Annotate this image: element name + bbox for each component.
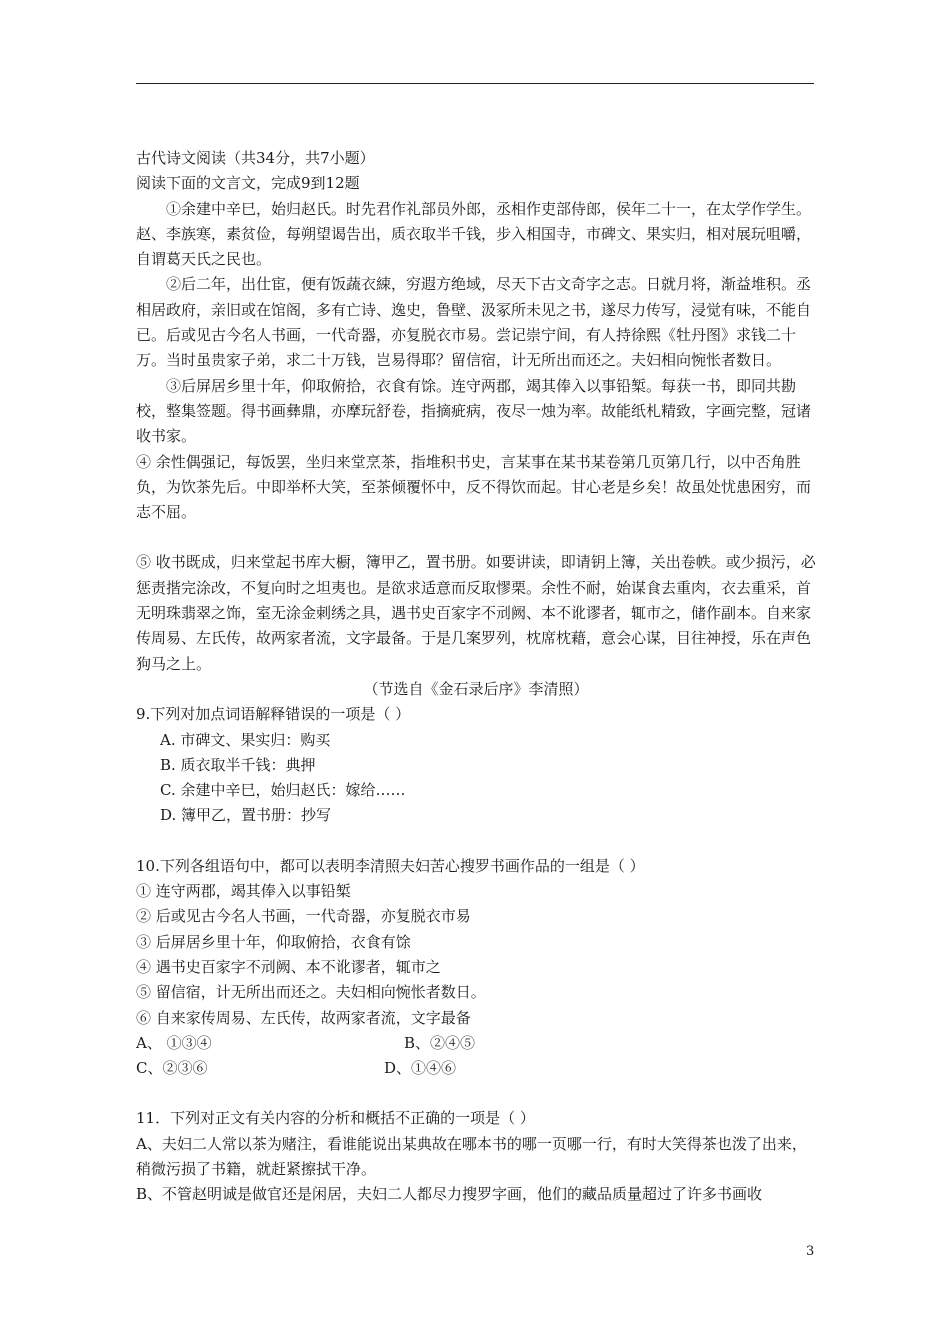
question-9-stem: 9.下列对加点词语解释错误的一项是（ ） [136, 705, 411, 724]
question-10-item-1: ① 连守两郡，竭其俸入以事铅椠 [136, 882, 351, 901]
question-9-option-c: C. 余建中辛巳，始归赵氏：嫁给…… [160, 781, 406, 800]
spacer [136, 829, 816, 854]
question-10-choice-d: D、①④⑥ [384, 1059, 457, 1078]
question-10-item-5: ⑤ 留信宿，计无所出而还之。夫妇相向惋怅者数日。 [136, 983, 486, 1002]
passage-paragraph-2: ②后二年，出仕宦，便有饭蔬衣綀，穷遐方绝域，尽天下古文奇字之志。日就月将，渐益堆积。丞相居政府，亲旧或在馆阁，多有亡诗、逸史，鲁壁、汲冢所未见之书，遂尽力传写，浸觉有味，不能自已。后或见古今名人书画，一代奇器，亦复脱衣市易。尝记崇宁间，有人持徐熙《牡丹图》求钱二十万。当时虽贵家子弟，求二十万钱，岂易得耶？留信宿，计无所出而还之。夫妇相向惋怅者数日。 [136, 275, 812, 370]
question-10-stem: 10.下列各组语句中，都可以表明李清照夫妇苦心搜罗书画作品的一组是（ ） [136, 856, 645, 875]
question-10-item-2: ② 后或见古今名人书画，一代奇器，亦复脱衣市易 [136, 907, 471, 926]
question-11-option-a: A、夫妇二人常以茶为赌注，看谁能说出某典故在哪本书的哪一页哪一行，有时大笑得茶也泼了出来，稍微污损了书籍，就赶紧擦拭干净。 [136, 1134, 807, 1178]
question-9-option-d: D. 簿甲乙，置书册：抄写 [160, 806, 332, 825]
passage-paragraph-4: ④ 余性偶强记，每饭罢，坐归来堂烹茶，指堆积书史，言某事在某书某卷第几页第几行，以中否角胜负，为饮茶先后。中即举杯大笑，至茶倾覆怀中，反不得饮而起。甘心老是乡矣！故虽处忧患困穷，而志不屈。 [136, 452, 812, 522]
question-10-item-3: ③ 后屏居乡里十年，仰取俯拾，衣食有馀 [136, 932, 411, 951]
question-9-option-a: A. 市碑文、果实归：购买 [160, 730, 331, 749]
spacer [136, 525, 816, 550]
section-title: 古代诗文阅读（共34分，共7小题） [136, 149, 375, 167]
header-rule [136, 83, 814, 84]
question-10-choice-b: B、②④⑤ [404, 1033, 476, 1052]
question-11-stem: 11．下列对正文有关内容的分析和概括不正确的一项是（ ） [136, 1109, 535, 1128]
source-citation: （节选自《金石录后序》李清照） [363, 679, 589, 698]
question-10-choices-row-2 [136, 1056, 816, 1081]
question-10-choice-c: C、②③⑥ [136, 1059, 208, 1078]
page-number: 3 [806, 1244, 815, 1259]
question-9-option-b: B. 质衣取半千钱：典押 [160, 755, 316, 774]
question-10-item-6: ⑥ 自来家传周易、左氏传，故两家者流，文字最备 [136, 1008, 471, 1027]
question-10-choices-row-1 [136, 1031, 816, 1056]
document-body [136, 146, 816, 1208]
passage-paragraph-3: ③后屏居乡里十年，仰取俯拾，衣食有馀。连守两郡，竭其俸入以事铅椠。每获一书，即同共勘校，整集签题。得书画彝鼎，亦摩玩舒卷，指摘疵病，夜尽一烛为率。故能纸札精致，字画完整，冠诸收书家。 [136, 376, 812, 446]
instruction: 阅读下面的文言文，完成9到12题 [136, 174, 360, 193]
passage-paragraph-5: ⑤ 收书既成，归来堂起书库大橱，簿甲乙，置书册。如要讲读，即请钥上簿，关出卷帙。或少损污，必惩责揩完涂改，不复向时之坦夷也。是欲求适意而反取憀栗。余性不耐，始谋食去重肉，衣去重采，首无明珠翡翠之饰，室无涂金刺绣之具，遇书史百家字不刓阙、本不讹谬者，辄市之，储作副本。自来家传周易、左氏传，故两家者流，文字最备。于是几案罗列，枕席枕藉，意会心谋，目往神授，乐在声色狗马之上。 [136, 553, 816, 673]
question-11-option-b: B、不管赵明诚是做官还是闲居，夫妇二人都尽力搜罗字画，他们的藏品质量超过了许多书画收 [136, 1185, 763, 1204]
passage-paragraph-1: ①余建中辛巳，始归赵氏。时先君作礼部员外郎，丞相作吏部侍郎，侯年二十一，在太学作学生。赵、李族寒，素贫俭，每朔望谒告出，质衣取半千钱，步入相国寺，市碑文、果实归，相对展玩咀嚼，自谓葛天氏之民也。 [136, 199, 812, 269]
question-10-choice-a: A、 ①③④ [136, 1033, 212, 1052]
question-10-item-4: ④ 遇书史百家字不刓阙、本不讹谬者，辄市之 [136, 957, 441, 976]
spacer [136, 1081, 816, 1106]
